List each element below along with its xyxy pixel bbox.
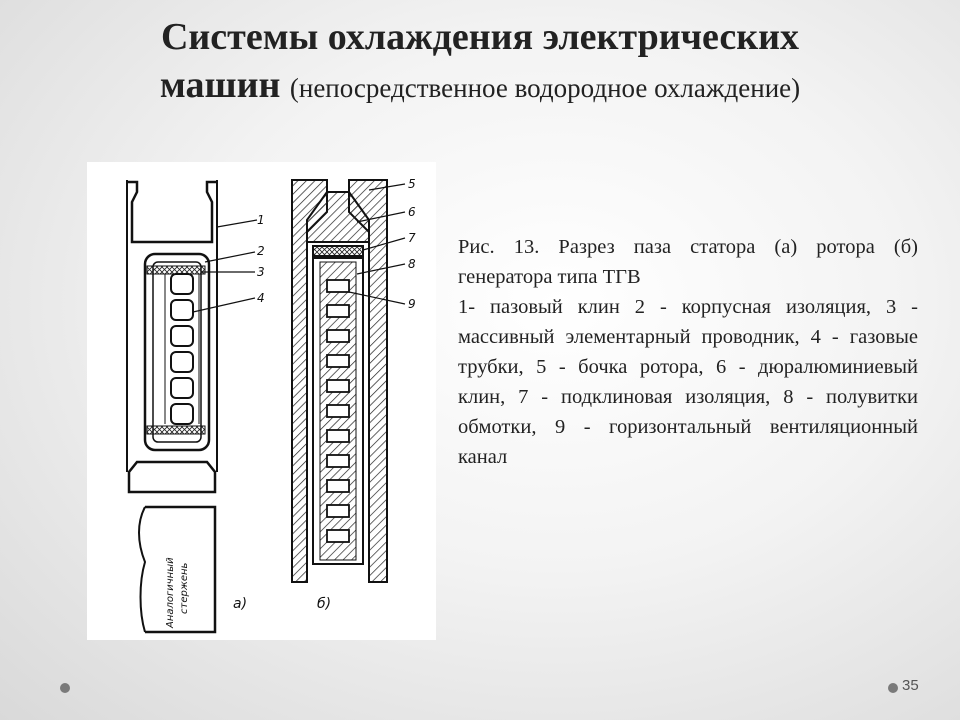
title-subtitle: (непосредственное водородное охлаждение) bbox=[289, 72, 801, 103]
slot-cross-section-figure bbox=[87, 162, 436, 640]
label-6: 6 bbox=[408, 205, 416, 219]
left-bullet-dot bbox=[60, 683, 70, 693]
label-3: 3 bbox=[257, 265, 265, 279]
caption-legend: 1- пазовый клин 2 - корпусная изоляция, 3 - массивный элементарный проводник, 4 - газовые трубки, 5 - бочка ротора, 6 - дюралюминиевый клин, 7 - подклиновая изоляция, 8 - полувитки обмотки, 9 - горизонтальный вентиляционный канал bbox=[458, 296, 918, 468]
rod-text-2: стержень bbox=[179, 562, 190, 614]
figure-drawing bbox=[87, 162, 436, 640]
label-4: 4 bbox=[257, 291, 265, 305]
figure-caption bbox=[458, 232, 918, 472]
label-9: 9 bbox=[408, 297, 416, 311]
tag-b: б) bbox=[317, 596, 332, 612]
rod-text-1: Аналогичный bbox=[165, 557, 176, 628]
title-line-2 bbox=[0, 62, 960, 110]
title-line-1: Системы охлаждения электрических bbox=[160, 16, 800, 58]
caption-heading: Рис. 13. Разрез паза статора (а) ротора (б) генератора типа ТГВ bbox=[458, 236, 918, 288]
label-1: 1 bbox=[257, 213, 265, 227]
label-5: 5 bbox=[408, 177, 416, 191]
title-bold-word: машин bbox=[159, 63, 281, 106]
label-2: 2 bbox=[257, 244, 265, 258]
tag-a: а) bbox=[233, 596, 248, 612]
label-7: 7 bbox=[408, 231, 416, 245]
right-bullet-dot bbox=[888, 683, 898, 693]
label-8: 8 bbox=[408, 257, 416, 271]
rotor-slot-drawing bbox=[292, 180, 405, 582]
page-number: 35 bbox=[902, 677, 919, 694]
slide-title bbox=[0, 14, 960, 109]
stator-slot-drawing bbox=[127, 180, 257, 632]
